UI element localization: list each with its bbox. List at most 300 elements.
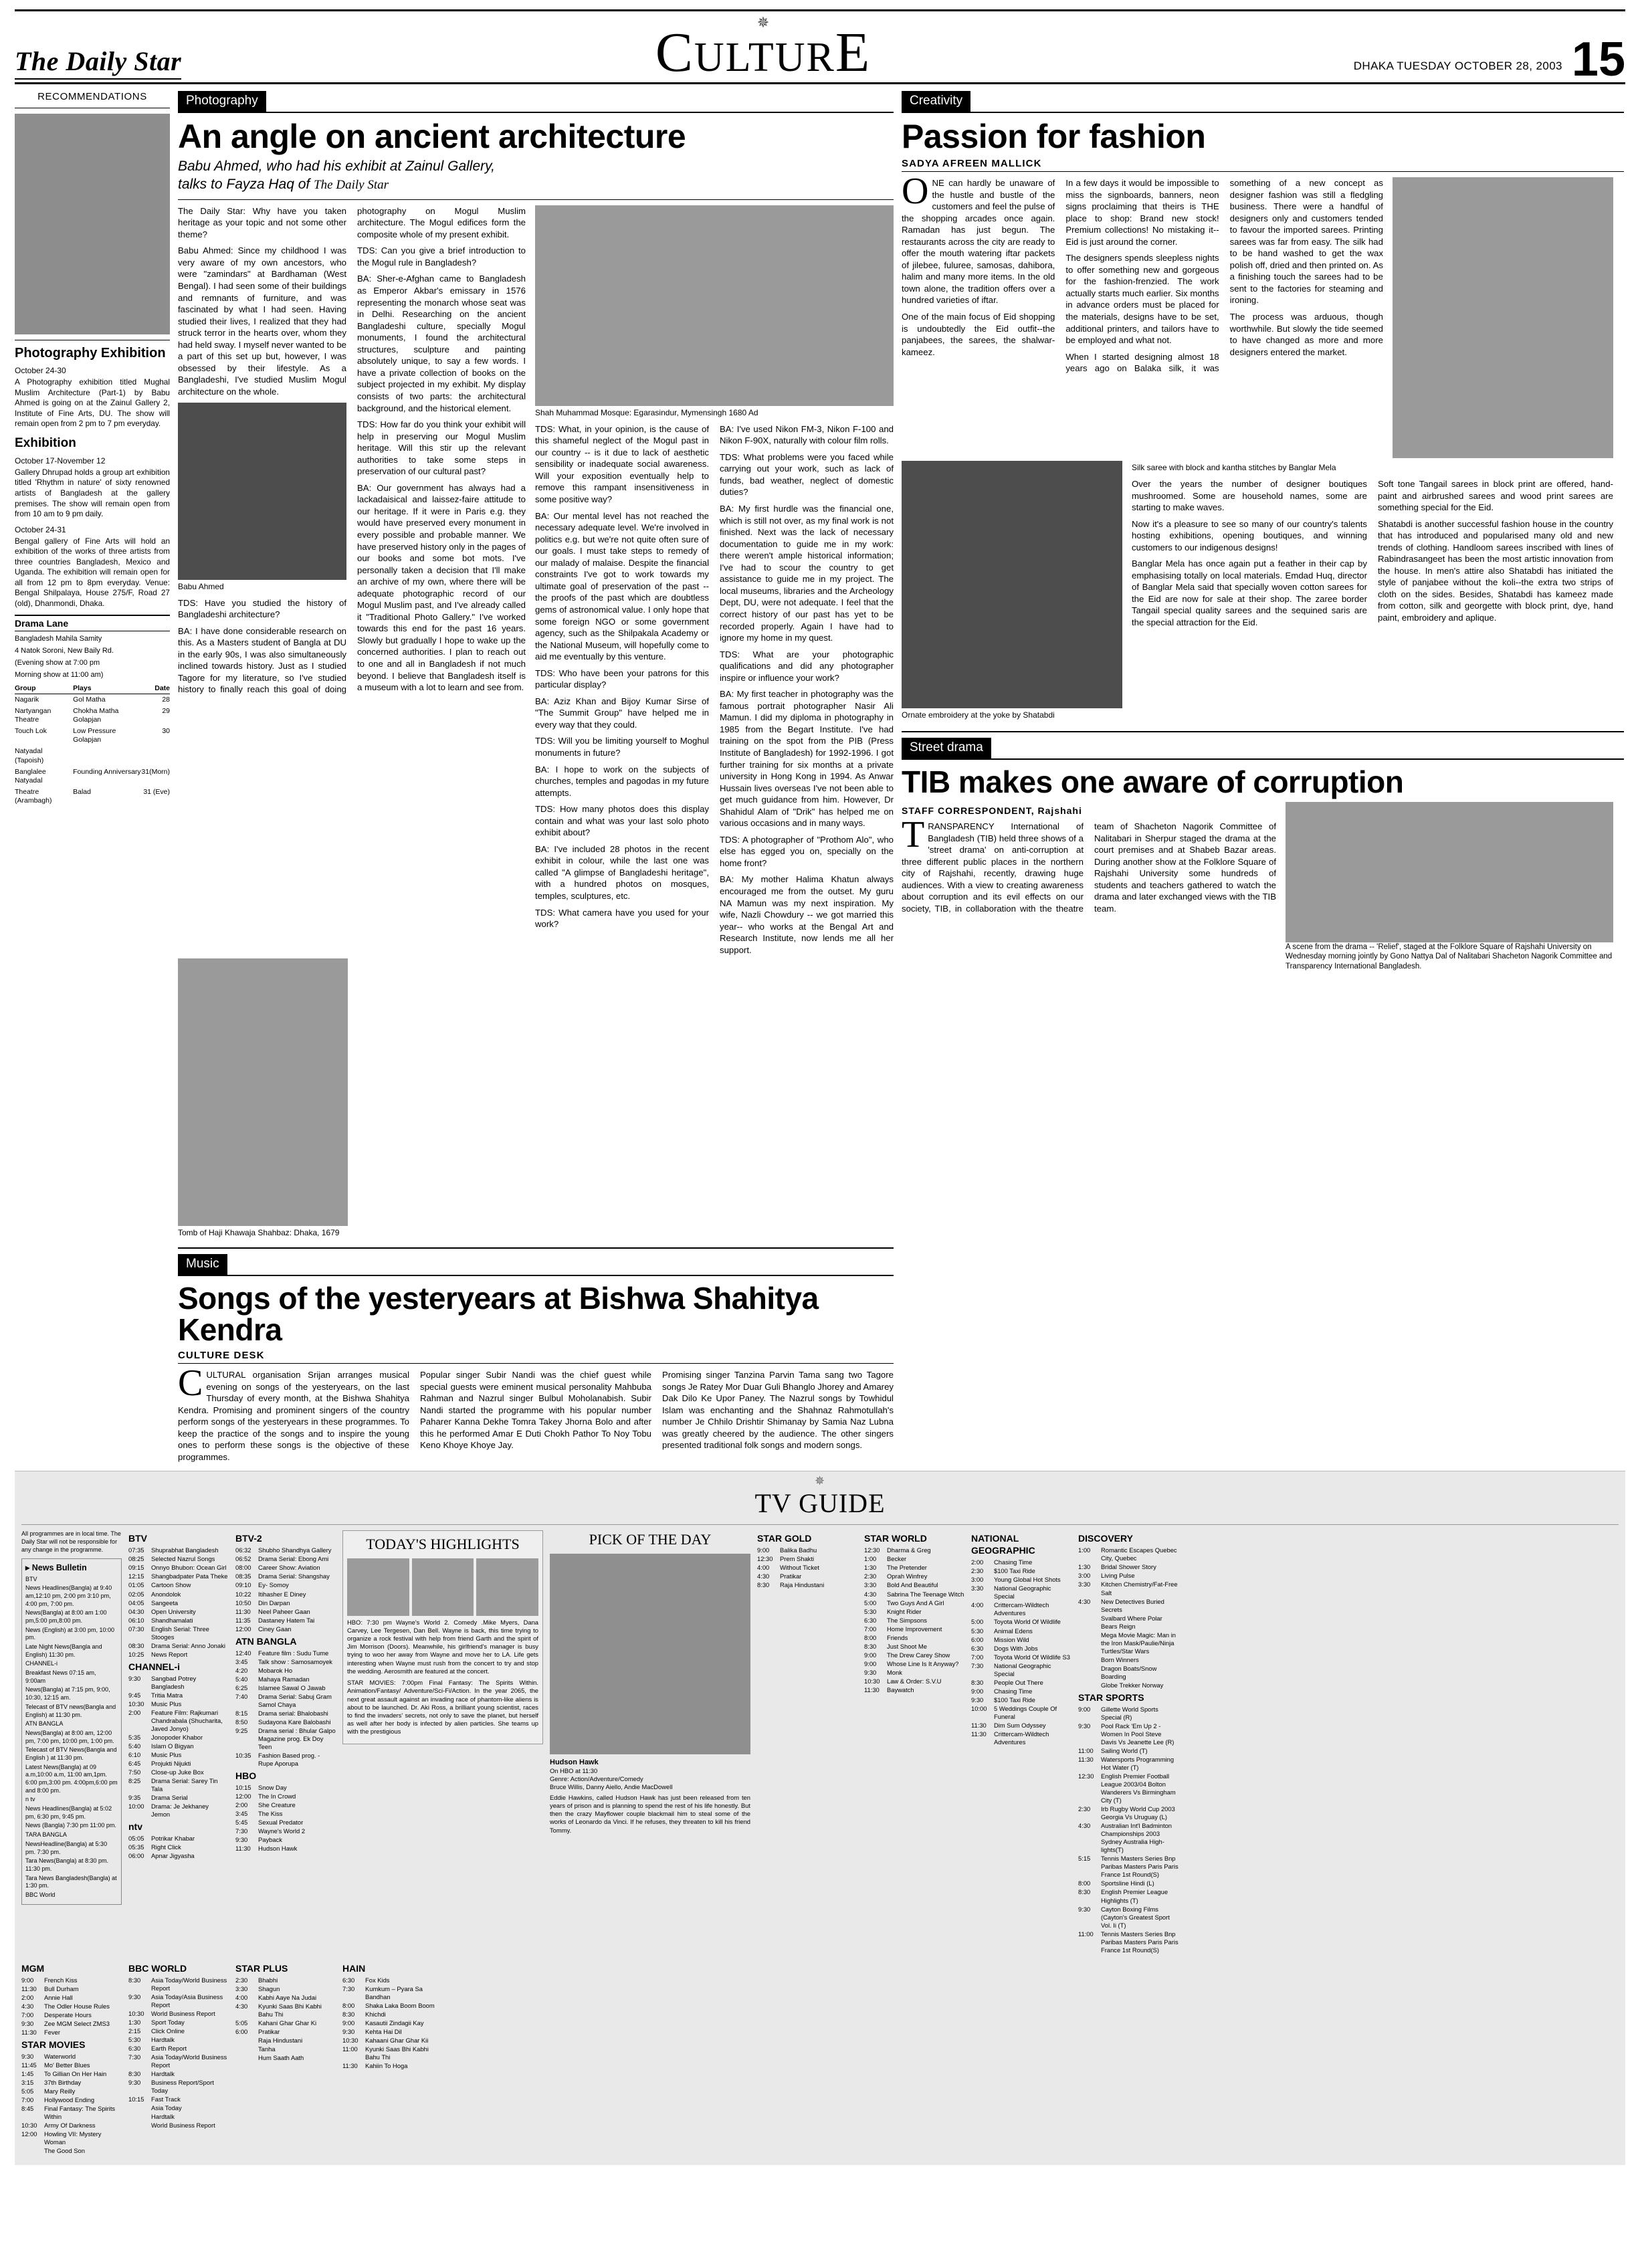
tv-programme: Army Of Darkness bbox=[44, 2122, 96, 2130]
tv-time: 4:30 bbox=[21, 2002, 34, 2010]
tv-time: 4:00 bbox=[757, 1564, 770, 1572]
news-bulletin-line: TARA BANGLA bbox=[25, 1831, 67, 1839]
tv-time: 12:40 bbox=[235, 1649, 251, 1657]
tv-time: 8:30 bbox=[864, 1642, 877, 1650]
tv-time: 05:05 bbox=[128, 1835, 144, 1843]
tv-listing-row bbox=[128, 2053, 229, 2069]
section-title-mid: ULTUR bbox=[694, 35, 835, 81]
tv-listing-row bbox=[971, 1662, 1071, 1678]
photography-headline: An angle on ancient architecture bbox=[178, 118, 686, 155]
tv-time: 7:00 bbox=[971, 1653, 984, 1661]
tv-channel-name: HAIN bbox=[342, 1962, 366, 1974]
tv-listing-row bbox=[1078, 1888, 1178, 1904]
tv-listing-row bbox=[235, 1658, 336, 1666]
tv-listing-row bbox=[342, 2062, 443, 2070]
tv-listing-row bbox=[21, 2029, 122, 2037]
tv-listing-row bbox=[342, 2019, 443, 2027]
tv-listing-row bbox=[235, 1976, 336, 1984]
tv-listing-row bbox=[235, 1792, 336, 1800]
rec-item-date: October 24-30 bbox=[15, 366, 66, 375]
tv-programme: Raja Hindustani bbox=[258, 2036, 303, 2044]
tv-time: 10:30 bbox=[128, 1699, 144, 1708]
tv-programme: Romantic Escapes Quebec City, Quebec bbox=[1101, 1546, 1177, 1562]
tv-programme: Neel Paheer Gaan bbox=[258, 1607, 310, 1615]
tv-programme: 5 Weddings Couple Of Funeral bbox=[994, 1704, 1057, 1720]
tv-programme: The Odler House Rules bbox=[44, 2002, 110, 2010]
tv-channel-name: BBC WORLD bbox=[128, 1962, 187, 1974]
tv-time: 2:30 bbox=[864, 1572, 877, 1580]
tv-listing-row bbox=[864, 1677, 964, 1685]
tv-guide-title-text: TV GUIDE bbox=[754, 1488, 886, 1519]
tv-listing-row bbox=[128, 1555, 229, 1563]
dl-col-plays: Plays bbox=[73, 683, 141, 694]
tv-listing-row bbox=[21, 1985, 122, 1993]
news-bulletin-line: ATN BANGLA bbox=[25, 1720, 64, 1728]
drama-lane-cell bbox=[141, 746, 170, 766]
drama-lane-cell: 30 bbox=[162, 727, 170, 736]
tv-time: 9:30 bbox=[21, 2052, 34, 2060]
drama-lane-venue-2: 4 Natok Soroni, New Baily Rd. bbox=[15, 646, 114, 655]
tv-listing-row bbox=[1078, 1930, 1178, 1954]
tv-listing-row bbox=[235, 1819, 336, 1827]
tv-time bbox=[1078, 1631, 1098, 1655]
qa-2: TDS: Have you studied the history of Bangladeshi architecture? bbox=[178, 597, 346, 620]
tv-programme: Fashion Based prog. - Rupe Aporupa bbox=[258, 1751, 320, 1767]
tv-time: 3:00 bbox=[1078, 1572, 1091, 1580]
pick-genre: Genre: Action/Adventure/Comedy bbox=[550, 1774, 643, 1782]
tv-programme: Gillette World Sports Special (R) bbox=[1101, 1705, 1158, 1721]
tv-programme: Bridal Shower Story bbox=[1101, 1563, 1156, 1571]
qa-11: BA: Aziz Khan and Bijoy Kumar Sirse of "The Summit Group" have helped me in every way that they could. bbox=[535, 696, 709, 730]
pick-movie-title: Hudson Hawk bbox=[550, 1758, 599, 1766]
table-row bbox=[15, 787, 170, 807]
creativity-para-0: ONE can hardly be unaware of the hustle and bustle of the customers and feel the pulse of the shopping arcades once again. Ramadan has just begun. The restaurants across the city are ready to offer the mouth watering iftar packets of jilebee, fuluree, samosas, dahibora, halim and many more items. In the old town alone, the tradition offers over a hundred varieties of iftar. bbox=[902, 171, 1055, 306]
page-number: 15 bbox=[1571, 33, 1625, 87]
tv-time: 9:30 bbox=[235, 1836, 248, 1844]
tv-time: 5:30 bbox=[971, 1627, 984, 1635]
tv-programme: Career Show: Aviation bbox=[258, 1564, 320, 1572]
tv-guide bbox=[15, 1471, 1625, 2165]
tv-programme: $100 Taxi Ride bbox=[994, 1695, 1035, 1704]
tv-note: All programmes are in local time. The Daily Star will not be responsible for any change in the programme. bbox=[21, 1530, 121, 1553]
tv-listing-row bbox=[235, 1572, 336, 1580]
tv-col-5 bbox=[971, 1530, 1071, 1954]
tv-programme: Islamee Sawal O Jawab bbox=[258, 1683, 326, 1691]
tv-programme: Shandhamalati bbox=[151, 1616, 193, 1624]
tv-listing-row bbox=[342, 2011, 443, 2019]
rec-item-text: A Photography exhibition titled Mughal Muslim Architecture (Part-1) by Babu Ahmed is going on at the Zainul Gallery 2, Institute of Fine Arts, DU. The show will remain open from 2 pm to 7 pm everyday. bbox=[15, 377, 170, 429]
tv-lower-6 bbox=[556, 1960, 657, 2156]
tv-programme: Howling VII: Mystery Woman bbox=[44, 2130, 102, 2146]
tv-listing-row bbox=[1078, 1580, 1178, 1596]
tv-channel-name: STAR GOLD bbox=[757, 1533, 812, 1544]
tv-time: 5:40 bbox=[235, 1675, 248, 1683]
qa-15: BA: I've included 28 photos in the recent exhibit in colour, while the last one was called "A glimpse of Bangladeshi heritage", with a hundred photos on mosques, temples, sculptures, etc. bbox=[535, 843, 709, 901]
tv-programme: Itihasher E Diney bbox=[258, 1590, 306, 1598]
tv-listing-row bbox=[971, 1645, 1071, 1653]
tv-programme: English Serial: Three Stooges bbox=[151, 1625, 209, 1641]
qa-3: BA: I have done considerable research on this. As a Masters student of Bangla at DU in the early 90s, I was also simultaneously inclined towards history. Just as I studied Tagore for my literature, so I've studied history to finally reach this goal of doing photography on Mogul Muslim architecture. The Mogul edifices form the composite whole of my present exhibit. bbox=[178, 205, 526, 695]
tv-time: 8:30 bbox=[757, 1581, 770, 1589]
drama-lane-cell: 29 bbox=[162, 706, 170, 715]
tv-listing-row bbox=[1078, 1879, 1178, 1887]
pick-synopsis: Eddie Hawkins, called Hudson Hawk has just been released from ten years of prison and is planning to spend the rest of his life honestly. But then the crazy Mayflower couple blackmail him to steal some of the works of Leonardo da Vinci. If he refuses, they threaten to kill his friend Tommy. bbox=[550, 1793, 750, 1834]
highlight-image-3 bbox=[476, 1558, 538, 1616]
news-bulletin-line: News(Bangla) at 8:00 am 1:00 pm,5:00 pm,8:00 pm. bbox=[25, 1609, 107, 1624]
tv-time bbox=[235, 2045, 255, 2053]
tv-time: 6:00 bbox=[235, 2027, 248, 2035]
tv-listing-row bbox=[1078, 1905, 1178, 1930]
tv-programme: Payback bbox=[258, 1836, 282, 1844]
tv-programme: Drama serial : Bhular Galpo Magazine prog. Ek Doy Teen bbox=[258, 1726, 336, 1750]
tv-programme: Fox Kids bbox=[365, 1976, 390, 1984]
tv-programme: Kahaani Ghar Ghar Kii bbox=[365, 2036, 429, 2044]
tv-programme: To Gillian On Her Hain bbox=[44, 2069, 107, 2077]
tv-time: 3:45 bbox=[235, 1810, 248, 1818]
tv-programme: People Out There bbox=[994, 1678, 1043, 1686]
caption-mosque: Shah Muhammad Mosque: Egarasindur, Mymensingh 1680 Ad bbox=[535, 407, 758, 417]
tv-programme: Balika Badhu bbox=[780, 1546, 817, 1554]
tv-programme: Pool Rack 'Em Up 2 - Women In Pool Steve Davis Vs Jeanette Lee (R) bbox=[1101, 1722, 1174, 1746]
tv-time: 11:30 bbox=[21, 1984, 37, 1992]
tv-listing-row bbox=[342, 1976, 443, 1984]
tv-time: 8:00 bbox=[1078, 1879, 1091, 1887]
tv-time: 8:15 bbox=[235, 1709, 248, 1717]
tv-programme: Sangeeta bbox=[151, 1599, 179, 1607]
tv-programme: $100 Taxi Ride bbox=[994, 1567, 1035, 1575]
tv-programme: Sabrina The Teenage Witch bbox=[887, 1590, 964, 1598]
tv-programme: Talk show : Samosamoyek bbox=[258, 1657, 332, 1665]
tv-lower-5 bbox=[449, 1960, 550, 2156]
tv-listing-row bbox=[21, 2096, 122, 2104]
tv-programme: Ciney Gaan bbox=[258, 1625, 292, 1633]
tv-listing-row bbox=[1078, 1706, 1178, 1722]
pick-cast: Bruce Willis, Danny Aiello, Andie MacDowell bbox=[550, 1782, 673, 1790]
music-byline: CULTURE DESK bbox=[178, 1350, 894, 1364]
tv-programme: Sangbad Potrey Bangladesh bbox=[151, 1674, 197, 1690]
tv-programme: Dragon Boats/Snow Boarding bbox=[1101, 1664, 1157, 1680]
tv-listing-row bbox=[128, 1835, 229, 1843]
tv-listing-row bbox=[971, 1687, 1071, 1695]
tv-time: 11:00 bbox=[342, 2045, 358, 2053]
tv-time: 11:35 bbox=[235, 1616, 251, 1624]
tv-listing-row bbox=[235, 1752, 336, 1768]
tv-channel-name: STAR WORLD bbox=[864, 1533, 927, 1544]
tv-time: 7:30 bbox=[128, 2053, 141, 2061]
tv-programme: Sudayona Kare Balobashi bbox=[258, 1718, 331, 1726]
tv-time: 4:30 bbox=[864, 1590, 877, 1598]
tv-listing-row bbox=[21, 2079, 122, 2087]
music-para-1: Popular singer Subir Nandi was the chief guest while special guests were eminent musical personality Mahbuba Rahman and Nazrul singer Bulbul Moholanabish. Subir Nandi started the programme with his popular number Paharer Kanna Dekhe Tomra Takey Jhorna Bolo and after this he performed Amar E Duti Chokh Pathor To Noy Tobu Keno Khoye Khoye Jay. bbox=[420, 1370, 651, 1451]
tv-time: 5:15 bbox=[1078, 1855, 1091, 1863]
tv-listing-row bbox=[864, 1634, 964, 1642]
tv-time: 3:45 bbox=[235, 1657, 248, 1665]
tv-listing-row bbox=[235, 1608, 336, 1616]
shah-muhammad-mosque-photo bbox=[535, 205, 894, 406]
tv-channel-name: MGM bbox=[21, 1962, 45, 1974]
tv-listing-row bbox=[235, 1599, 336, 1607]
tv-listing-row bbox=[128, 1843, 229, 1851]
tv-time: 7:00 bbox=[21, 2095, 34, 2103]
tv-programme: Watersports Programming Hot Water (T) bbox=[1101, 1755, 1174, 1772]
qa-14: TDS: How many photos does this display contain and what was your last solo photo exhibit about? bbox=[535, 804, 709, 838]
tv-listing-row bbox=[1078, 1756, 1178, 1772]
tv-listing-row bbox=[128, 1642, 229, 1650]
tv-time: 5:00 bbox=[864, 1599, 877, 1607]
news-bulletin-line: n tv bbox=[25, 1796, 35, 1803]
qa-7: BA: Our government has always had a lackadaisical and laissez-faire attitude to our heritage. If it were in Paris e.g. they would have preserved every monument in every possible and probable manner. We have preserved history only in the pages of our books and some bot mots. I've personally taken a decision that I'll make an archive of my own, where there will be adequate photographic record of our Mogul Muslim past, and I've already called it "Traditional Photo Gallery." I've worked towards this end for the past 16 years. Slowly but gradually I hope to wake up the concerned authorities. I plan to reach out to one and all in Bangladesh if not much beyond. I believe that Bangladesh itself is a museum with a lot to learn and see from. bbox=[357, 482, 526, 693]
tv-listing-row bbox=[235, 1693, 336, 1709]
highlight-text-2: STAR MOVIES: 7:00pm Final Fantasy: The Spirits Within. Animation/Fantasy/ Adventure/Sci-Fi/Action. In the year 2065, the next great assault against an invading race of phantom-like aliens is about to be launched. Dr. Aki Ross, a brilliant young scientist, races to find the invaders' secrets, not only to save the planet, but herself as well after her body is infected by alien particles. She teams up with the prestigious bbox=[347, 1679, 538, 1736]
tv-channel-name: DISCOVERY bbox=[1078, 1533, 1133, 1544]
tv-programme: The Kiss bbox=[258, 1810, 283, 1818]
tv-listing-row bbox=[235, 2002, 336, 2019]
highlight-text-1: HBO: 7:30 pm Wayne's World 2. Comedy .Mike Myers, Dana Carvey, Lee Tergesen, Dan Bell. Wayne is back, this time trying to organize a rock festival with help from friend Garth and the spirit of Jim Morrison (Doors). Meanwhile, his girlfriend's manager is busy trying to woo her away from Wayne and move her to LA. Life gets interesting when Wayne must rush from the concert to try and stop the wedding. Aerosmith are featured at the concert. bbox=[347, 1618, 538, 1675]
tv-time: 2:00 bbox=[971, 1558, 984, 1566]
tv-listing-row bbox=[1078, 1822, 1178, 1854]
tv-time: 9:00 bbox=[1078, 1705, 1091, 1713]
tv-programme: Kitchen Chemistry/Fat-Free Salt bbox=[1101, 1580, 1178, 1596]
tv-programme: Knight Rider bbox=[887, 1607, 922, 1615]
news-bulletin-line: NewsHeadline(Bangla) at 5:30 pm. 7:30 pm. bbox=[25, 1840, 108, 1855]
tv-time: 08:25 bbox=[128, 1555, 144, 1563]
tv-listing-row bbox=[971, 1627, 1071, 1635]
tv-time: 8:30 bbox=[971, 1678, 984, 1686]
tv-channel-name: CHANNEL-i bbox=[128, 1661, 180, 1672]
tv-time: 12:30 bbox=[1078, 1772, 1094, 1780]
tv-programme: Shuprabhat Bangladesh bbox=[151, 1546, 219, 1554]
tv-listing-row bbox=[1078, 1722, 1178, 1746]
tv-programme: Sailing World (T) bbox=[1101, 1746, 1148, 1754]
tv-listing-row bbox=[1078, 1665, 1178, 1681]
tv-listing-row bbox=[864, 1686, 964, 1694]
street-drama-byline: STAFF CORRESPONDENT, Rajshahi bbox=[902, 805, 1082, 816]
publication-logo bbox=[15, 45, 215, 80]
tv-programme: Shagun bbox=[258, 1984, 280, 1992]
qa-8: TDS: What, in your opinion, is the cause of this shameful neglect of the Mogul past in our country -- is it due to lack of aesthetic sensibility or inadequate social awareness. Will your exposition eventually help to remove this rampant insensitiveness in some positive way? bbox=[535, 423, 709, 505]
creativity-headline: Passion for fashion bbox=[902, 118, 1206, 155]
tv-listing-row bbox=[128, 2079, 229, 2095]
tv-channel-name: BTV bbox=[128, 1533, 147, 1544]
tv-col-highlights bbox=[342, 1530, 543, 1954]
tv-listing-row bbox=[128, 1993, 229, 2009]
tv-time: 08:30 bbox=[128, 1641, 144, 1649]
silk-saree-model-photo bbox=[1393, 177, 1613, 458]
tv-programme: Music Plus bbox=[151, 1750, 182, 1758]
tv-listing-row bbox=[757, 1581, 857, 1589]
tv-listing-row bbox=[128, 1564, 229, 1572]
tv-time: 10:15 bbox=[235, 1783, 251, 1791]
tv-time: 3:30 bbox=[971, 1584, 984, 1592]
tv-time: 10:15 bbox=[128, 2095, 144, 2103]
tv-time: 12:30 bbox=[864, 1546, 880, 1554]
tv-listing-row bbox=[21, 2122, 122, 2130]
tv-time bbox=[21, 2147, 41, 2155]
tv-programme: Hardtalk bbox=[151, 2069, 175, 2077]
tv-listing-row bbox=[235, 1667, 336, 1675]
tv-time: 01:05 bbox=[128, 1581, 144, 1589]
tv-listing-row bbox=[235, 2045, 336, 2053]
embroidery-yoke-photo bbox=[902, 461, 1122, 708]
tv-programme: Open University bbox=[151, 1607, 196, 1615]
qa-1: Babu Ahmed: Since my childhood I was very aware of my own ancestors, who were "zamindars" at Bardhaman (West Bengal). I had seen some of their buildings and remnants of furniture, and was fascinated by what I had seen. Having studied their lives, I realized that they had struck terror in the hearts over, whom they had held sway. I myself never wanted to be a part of this set up but, however, I was obsessed by their lifestyle. As a Bangladeshi, I've studied Muslim Mogul architecture on the whole. bbox=[178, 245, 346, 397]
table-row bbox=[15, 726, 170, 746]
tv-time: 9:30 bbox=[21, 2019, 34, 2027]
drama-lane-venue-1: Bangladesh Mahila Samity bbox=[15, 634, 102, 643]
highlight-image-2 bbox=[412, 1558, 474, 1616]
tv-time: 7:30 bbox=[971, 1661, 984, 1669]
tv-time: 1:30 bbox=[864, 1564, 877, 1572]
tv-time: 6:30 bbox=[342, 1976, 355, 1984]
news-bulletin-line: News (Bangla) 7:30 pm 11:00 pm. bbox=[25, 1822, 116, 1829]
tv-time: 10:35 bbox=[235, 1751, 251, 1759]
tv-programme: The Simpsons bbox=[887, 1616, 927, 1624]
tv-listing-row bbox=[235, 1617, 336, 1625]
dl-col-group: Group bbox=[15, 683, 73, 694]
tv-programme: Two Guys And A Girl bbox=[887, 1599, 944, 1607]
tv-time: 1:00 bbox=[1078, 1546, 1091, 1554]
tv-programme: Drama Serial: Shangshay bbox=[258, 1572, 330, 1580]
tv-time: 11:30 bbox=[971, 1721, 987, 1729]
news-bulletin-line: BBC World bbox=[25, 1891, 56, 1898]
tv-listing-row bbox=[971, 1653, 1071, 1661]
news-bulletin-line: News Headlines(Bangla) at 5:02 pm, 6:30 pm, 9:45 pm. bbox=[25, 1805, 112, 1820]
tv-col-news bbox=[21, 1530, 122, 1954]
tv-listing-row bbox=[128, 1675, 229, 1691]
tv-programme: Crittercam-Wildtech Adventures bbox=[994, 1730, 1049, 1746]
tv-time: 11:30 bbox=[864, 1685, 880, 1693]
tv-listing-row bbox=[128, 2113, 229, 2121]
tv-time: 07:30 bbox=[128, 1625, 144, 1633]
drama-lane-cell: Chokha Matha Golapjan bbox=[73, 706, 119, 724]
tv-programme: Kehta Hai Dil bbox=[365, 2027, 402, 2035]
tv-time: 10:30 bbox=[864, 1677, 880, 1685]
tv-listing-row bbox=[128, 2045, 229, 2053]
tv-listing-row bbox=[971, 1576, 1071, 1584]
creativity-para-7: Now it's a pleasure to see so many of our country's talents hosting exhibitions, opening boutiques, and winning customers to our indigenous designs! bbox=[1132, 518, 1367, 552]
tv-time: 1:00 bbox=[864, 1555, 877, 1563]
tv-listing-row bbox=[235, 2054, 336, 2062]
tv-programme: Click Online bbox=[151, 2027, 185, 2035]
tv-listing-row bbox=[971, 1679, 1071, 1687]
standfirst-brand: The Daily Star bbox=[314, 177, 389, 192]
dl-col-date: Date bbox=[141, 683, 170, 694]
tv-listing-row bbox=[128, 1581, 229, 1589]
qa-6: TDS: How far do you think your exhibit will help in preserving our Mogul Muslim heritage. Will this stir up the relevant authorities to take some steps in preservation of our cultural past? bbox=[357, 419, 526, 477]
section-tab-street-drama: Street drama bbox=[902, 738, 991, 758]
tv-listing-row bbox=[235, 1810, 336, 1818]
tv-listing-row bbox=[235, 1684, 336, 1692]
tv-col-1 bbox=[128, 1530, 229, 1954]
music-headline: Songs of the yesteryears at Bishwa Shahitya Kendra bbox=[178, 1281, 819, 1348]
tv-time: 11:45 bbox=[21, 2061, 37, 2069]
tv-time: 3:30 bbox=[1078, 1580, 1091, 1588]
tv-time: 1:45 bbox=[21, 2069, 34, 2077]
tv-programme: Drama Serial: Sabuj Gram Samol Chaya bbox=[258, 1692, 332, 1708]
tv-listing-row bbox=[235, 1718, 336, 1726]
tv-programme: Pratikar bbox=[780, 1572, 802, 1580]
tv-time: 2:00 bbox=[128, 1708, 141, 1716]
tv-time: 9:00 bbox=[757, 1546, 770, 1554]
tv-col-4 bbox=[864, 1530, 964, 1954]
tv-listing-row bbox=[1078, 1615, 1178, 1631]
tv-time: 6:30 bbox=[971, 1644, 984, 1652]
tv-programme: Annie Hall bbox=[44, 1993, 73, 2001]
tv-listing-row bbox=[864, 1660, 964, 1668]
tv-channel-name: STAR SPORTS bbox=[1078, 1691, 1144, 1703]
music-para-2: Promising singer Tanzina Parvin Tama sang two Tagore songs Je Ratey Mor Duar Guli Bhanglo Jhorey and Amarey Dak Dilo Ke Upor Paney. The Nazrul songs by Towhidul Islam was enchanting and the Shahnaz Rahmotullah's number Je Chhilo Drishtir Shimanay by Samia Naz Lubna was greatly cheered by the audience. The other singers presented traditional folk songs and modern songs. bbox=[662, 1370, 894, 1451]
recommendations-header: RECOMMENDATIONS bbox=[37, 91, 147, 102]
tv-listing-row bbox=[128, 2095, 229, 2103]
music-para-0: CULTURAL organisation Srijan arranges musical evening on songs of the yesteryears, on the last Thursday of every month, at the Bishwa Shahitya Kendra. Promising and prominent singers of the country perform songs of the yesteryears in these programmes. To keep the practice of the songs and to inspire the young ones to perform these songs is the objective of these programmes. bbox=[178, 1362, 409, 1462]
tv-time: 3:00 bbox=[971, 1576, 984, 1584]
tv-programme: Raja Hindustani bbox=[780, 1581, 825, 1589]
tv-programme: Baywatch bbox=[887, 1685, 914, 1693]
table-row bbox=[15, 746, 170, 766]
tv-programme: National Geographic Special bbox=[994, 1661, 1051, 1677]
tv-programme: Zee MGM Select ZMS3 bbox=[44, 2019, 110, 2027]
tv-time: 04:05 bbox=[128, 1599, 144, 1607]
tv-listing-row bbox=[21, 2087, 122, 2095]
tv-time: 9:00 bbox=[864, 1651, 877, 1659]
qa-20: TDS: What are your photographic qualifications and did any photographer inspire or influence your work? bbox=[720, 649, 894, 683]
tv-listing-row bbox=[864, 1617, 964, 1625]
tv-programme: Hardtalk bbox=[151, 2035, 175, 2043]
tv-listing-row bbox=[21, 2105, 122, 2121]
table-row bbox=[15, 706, 170, 726]
tv-listing-row bbox=[21, 1994, 122, 2002]
tv-time: 4:00 bbox=[971, 1601, 984, 1609]
tv-programme: Mo' Better Blues bbox=[44, 2061, 90, 2069]
tv-programme: Asia Today/World Business Report bbox=[151, 1976, 227, 1992]
tv-time bbox=[235, 2037, 255, 2045]
tv-programme: Drama Serial bbox=[151, 1794, 188, 1802]
tv-time: 11:30 bbox=[21, 2028, 37, 2036]
tv-listing-row bbox=[235, 1784, 336, 1792]
tv-listing-row bbox=[971, 1705, 1071, 1721]
tv-time: 11:30 bbox=[235, 1607, 251, 1615]
qa-23: BA: My mother Halima Khatun always encouraged me from the outset. My guru NA Mamun was my next inspiration. My wife, Nazli Chowdury -- we got married this year-- who works at the Bengal Art and Research Institute, now lends me all her support. bbox=[720, 874, 894, 955]
tv-listing-row bbox=[21, 2011, 122, 2019]
tv-programme: Shubho Shandhya Gallery bbox=[258, 1546, 332, 1554]
sunburst-icon: ✵ bbox=[756, 14, 770, 31]
tv-programme: Kyunki Saas Bhi Kabhi Bahu Thi bbox=[258, 2002, 322, 2018]
tv-listing-row bbox=[971, 1722, 1071, 1730]
top-rule bbox=[15, 9, 1625, 11]
tv-programme: Living Pulse bbox=[1101, 1572, 1135, 1580]
tv-programme: Drama Serial: Anno Jonaki bbox=[151, 1641, 225, 1649]
tv-listing-row bbox=[864, 1581, 964, 1589]
tv-listing-row bbox=[1078, 1656, 1178, 1664]
caption-embroidery: Ornate embroidery at the yoke by Shatabdi bbox=[902, 710, 1055, 720]
pick-of-the-day-title: PICK OF THE DAY bbox=[589, 1531, 712, 1548]
tv-channel-name: BTV-2 bbox=[235, 1533, 262, 1544]
tv-listing-row bbox=[21, 2147, 122, 2155]
tv-time: 08:00 bbox=[235, 1564, 251, 1572]
rec-sub-text-0: Gallery Dhrupad holds a group art exhibition titled 'Rhythm in nature' of sixty renowned artists of Bangladesh at the gallery premises. The show will remain open from from 10 am to 9 pm daily. bbox=[15, 467, 170, 519]
tv-programme: Sport Today bbox=[151, 2018, 185, 2026]
tv-time: 06:52 bbox=[235, 1555, 251, 1563]
creativity-para-1: One of the main focus of Eid shopping is undoubtedly the Eid outfit--the panjabees, the sarees, the shalwar-kameez. bbox=[902, 312, 1055, 357]
tv-time: 4:30 bbox=[1078, 1597, 1091, 1605]
tv-listing-row bbox=[128, 1794, 229, 1802]
tv-listing-row bbox=[128, 2070, 229, 2078]
tv-time: 06:00 bbox=[128, 1852, 144, 1860]
tv-programme: Bhabhi bbox=[258, 1976, 278, 1984]
tv-programme: Asia Today bbox=[151, 2104, 182, 2112]
tv-time: 8:30 bbox=[342, 2010, 355, 2018]
tv-listing-row bbox=[1078, 1563, 1178, 1571]
